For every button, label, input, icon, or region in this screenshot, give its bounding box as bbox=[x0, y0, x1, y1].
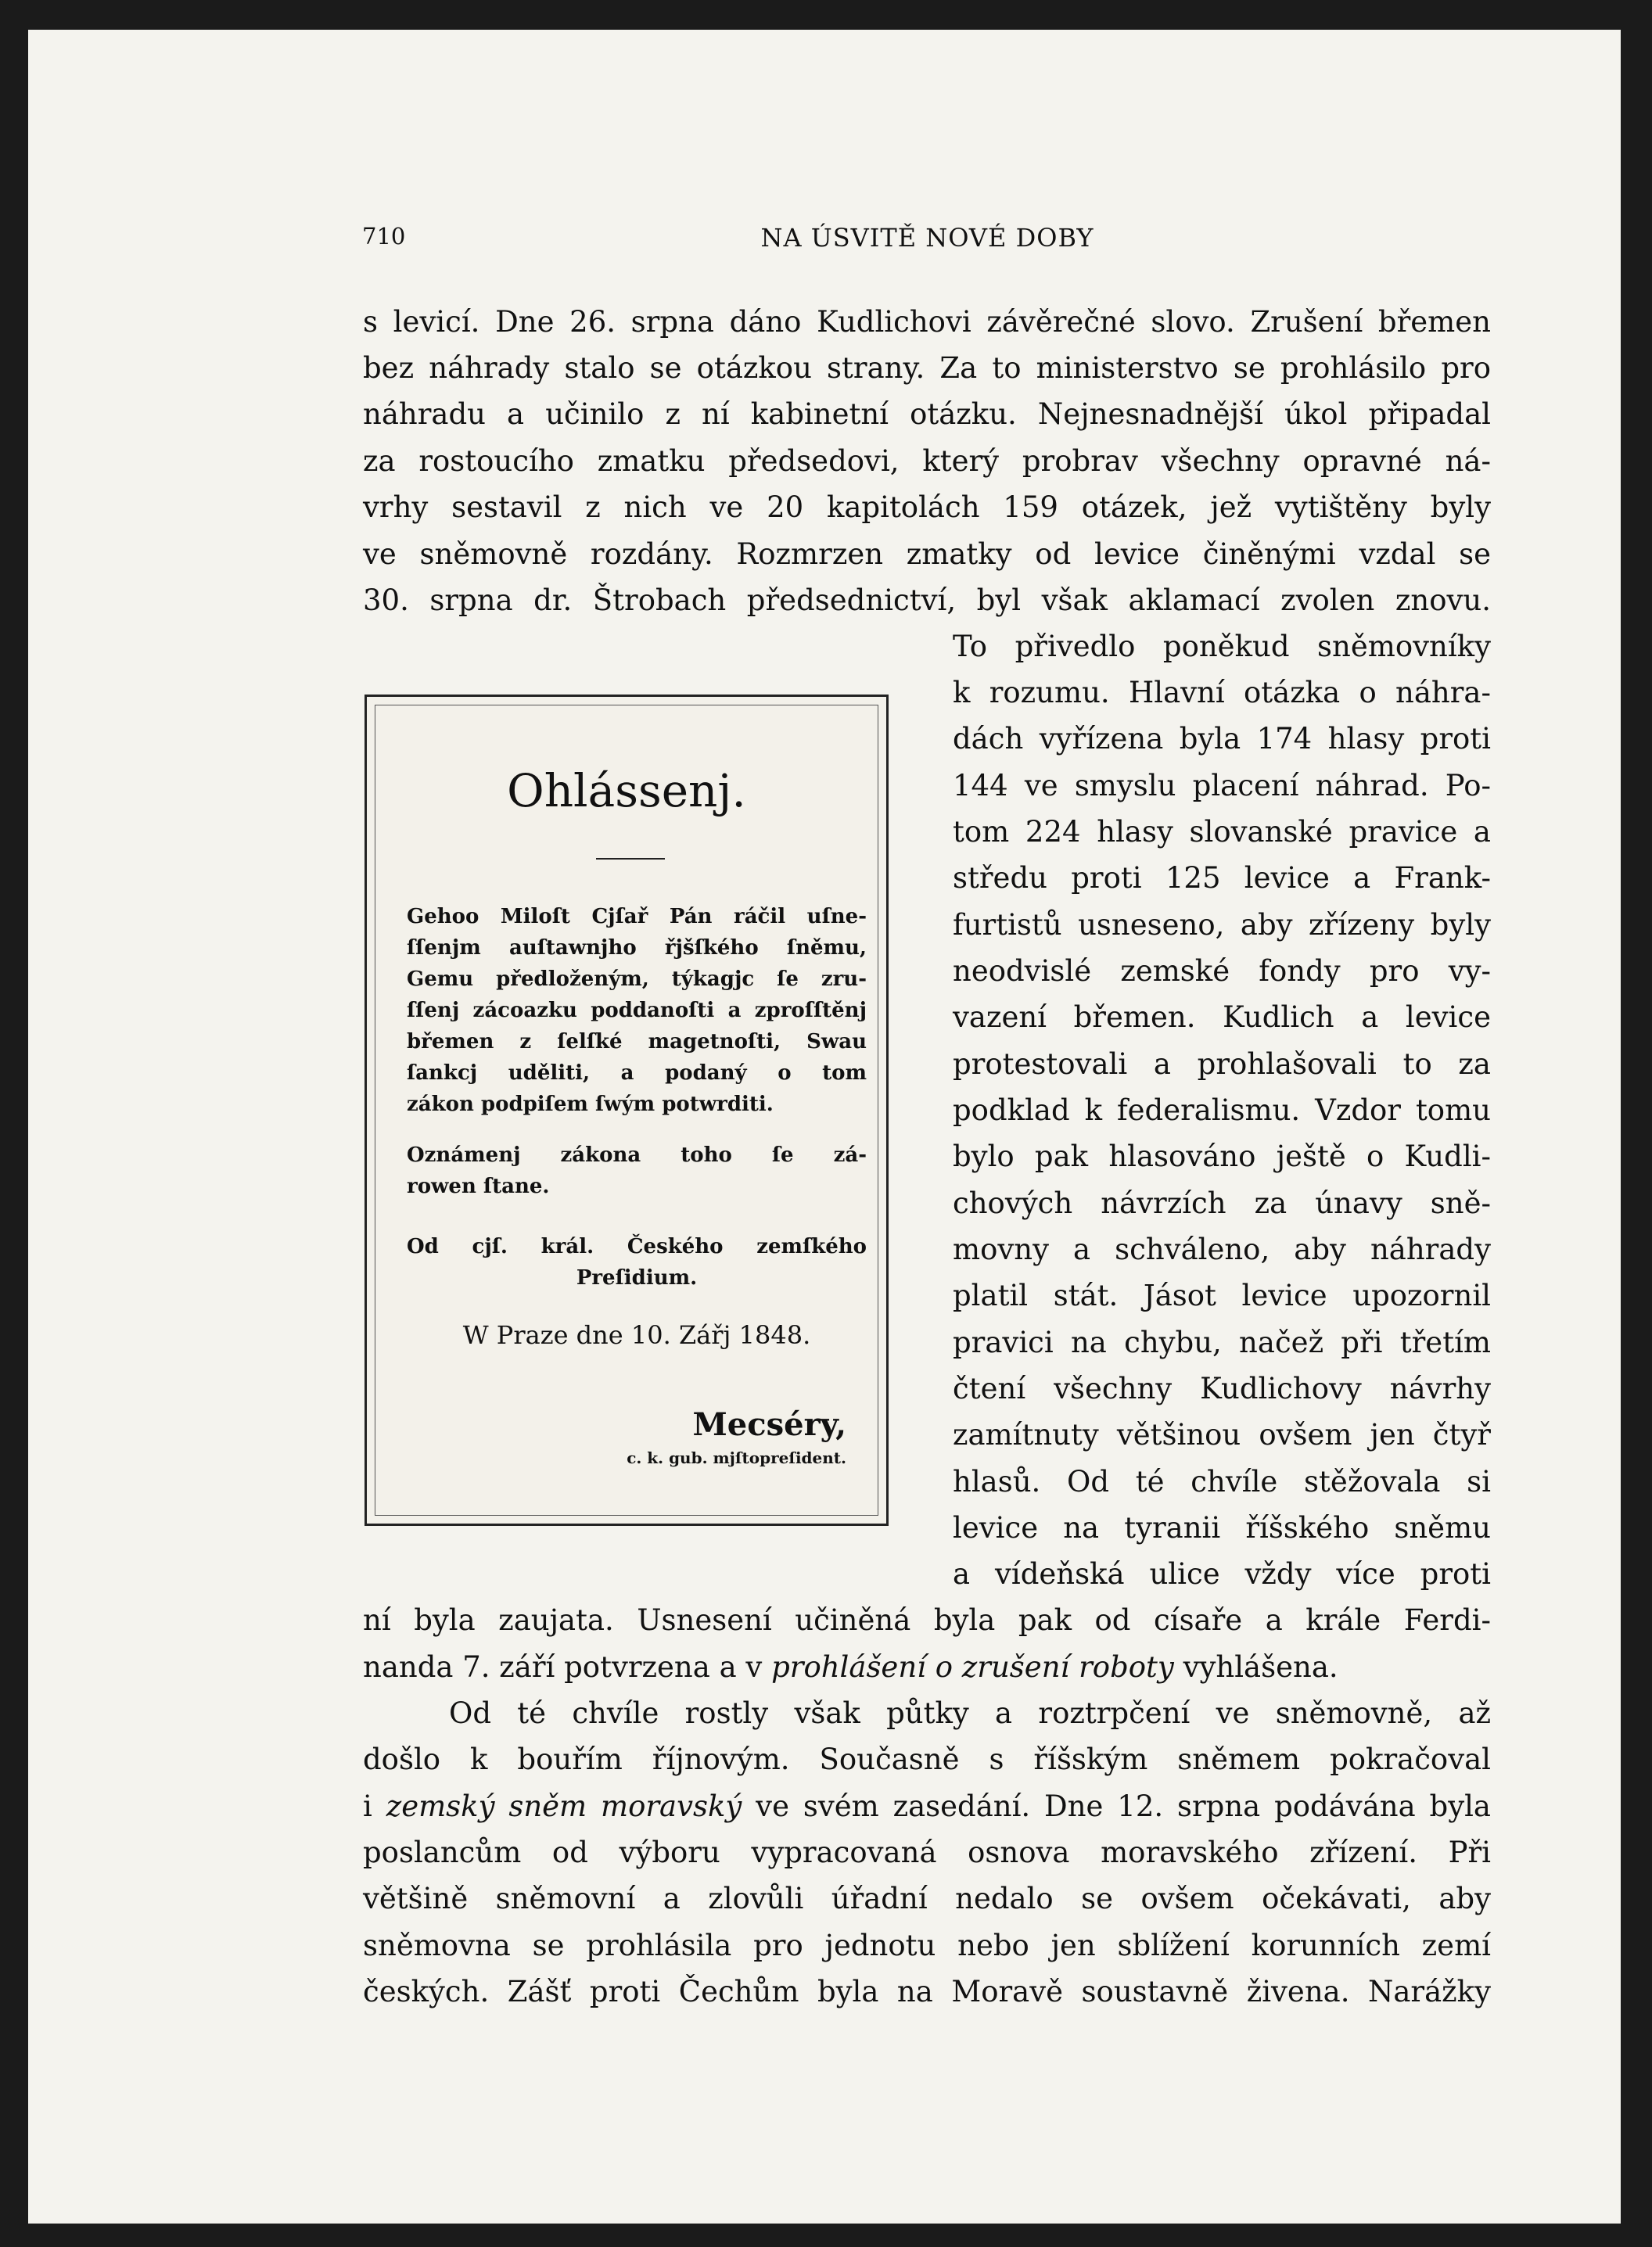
text-line: vazení břemen. Kudlich a levice bbox=[953, 1000, 1491, 1034]
running-title: NA ÚSVITĚ NOVÉ DOBY bbox=[760, 223, 1094, 253]
text-line: 30. srpna dr. Štrobach předsednictví, byl však aklamací zvolen znovu. bbox=[363, 583, 1491, 617]
text-line: sněmovna se prohlásila pro jednotu nebo jen sblížení korunních zemí bbox=[363, 1929, 1491, 1962]
text-line: středu proti 125 levice a Frank- bbox=[953, 861, 1491, 895]
text-line: ní byla zaujata. Usnesení učiněná byla pak od císaře a krále Ferdi- bbox=[363, 1603, 1491, 1637]
notice-signature: Mecséry, bbox=[692, 1406, 846, 1443]
paragraph-start: Od té chvíle rostly však půtky a roztrpčení ve sněmovně, až bbox=[449, 1696, 1491, 1730]
text-line: došlo k bouřím říjnovým. Současně s říšským sněmem pokračoval bbox=[363, 1743, 1491, 1776]
text-line: zamítnuty většinou ovšem jen čtyř bbox=[953, 1418, 1491, 1452]
notice-title: Ohlássenj. bbox=[507, 764, 746, 817]
text-line: neodvislé zemské fondy pro vy- bbox=[953, 954, 1491, 988]
text-line: levice na tyranii říšského sněmu bbox=[953, 1511, 1491, 1545]
notice-signature-title: c. k. gub. mjſtopreſident. bbox=[627, 1448, 846, 1467]
text-line: protestovali a prohlašovali to za bbox=[953, 1047, 1491, 1081]
text-line: ve sněmovně rozdány. Rozmrzen zmatky od levice činěnými vzdal se bbox=[363, 537, 1491, 571]
notice-announce-line: rowen ſtane. bbox=[407, 1175, 550, 1198]
text-line: většině sněmovní a zlovůli úřadní nedalo se ovšem očekávati, aby bbox=[363, 1882, 1491, 1915]
notice-inner-frame bbox=[375, 705, 878, 1516]
page bbox=[28, 30, 1621, 2224]
notice-date: W Praze dne 10. Zářj 1848. bbox=[462, 1320, 811, 1350]
notice-body-line: ſſenj zácoazku poddanoſti a zproſſtěnj bbox=[407, 999, 867, 1022]
notice-body-line: ſankcj uděliti, a podaný o tom bbox=[407, 1061, 867, 1085]
text-line: bez náhrady stalo se otázkou strany. Za to ministerstvo se prohlásilo pro bbox=[363, 351, 1491, 385]
text-line: nanda 7. září potvrzena a v prohlášení o zrušení roboty vyhlášena. bbox=[363, 1650, 1338, 1684]
text-line: furtistů usneseno, aby zřízeny byly bbox=[953, 908, 1491, 942]
text-line: podklad k federalismu. Vzdor tomu bbox=[953, 1093, 1491, 1127]
text-line: dách vyřízena byla 174 hlasy proti bbox=[953, 722, 1491, 756]
historical-notice bbox=[365, 695, 889, 1526]
notice-body-line: Gehoo Miloſt Cjſař Pán ráčil uſne- bbox=[407, 905, 867, 928]
text-line: k rozumu. Hlavní otázka o náhra- bbox=[953, 676, 1491, 709]
notice-from-line: Preſidium. bbox=[576, 1266, 698, 1290]
text-line: poslancům od výboru vypracovaná osnova moravského zřízení. Při bbox=[363, 1836, 1491, 1869]
text-line: chových návrzích za únavy sně- bbox=[953, 1186, 1491, 1220]
text-line: a vídeňská ulice vždy více proti bbox=[953, 1557, 1491, 1591]
text-line: pravici na chybu, načež při třetím bbox=[953, 1326, 1491, 1359]
text-line: českých. Zášť proti Čechům byla na Moravě soustavně živena. Narážky bbox=[363, 1975, 1491, 2008]
text-line: To přivedlo poněkud sněmovníky bbox=[953, 630, 1491, 663]
notice-announce-line: Oznámenj zákona toho ſe zá- bbox=[407, 1143, 867, 1167]
page-header bbox=[362, 223, 1492, 254]
text-line: za rostoucího zmatku předsedovi, který probrav všechny opravné ná- bbox=[363, 444, 1491, 478]
notice-body-line: zákon podpiſem ſwým potwrditi. bbox=[407, 1093, 774, 1116]
text-line: čtení všechny Kudlichovy návrhy bbox=[953, 1372, 1491, 1405]
text-line: náhradu a učinilo z ní kabinetní otázku. Nejnesnadnější úkol připadal bbox=[363, 397, 1491, 431]
notice-body-line: břemen z ſelſké magetnoſti, Swau bbox=[407, 1030, 867, 1054]
italic-phrase: zemský sněm moravský bbox=[386, 1789, 742, 1823]
notice-body-line: Gemu předloženým, týkagjc ſe zru- bbox=[407, 967, 867, 991]
text-line: tom 224 hlasy slovanské pravice a bbox=[953, 815, 1491, 849]
text-line: s levicí. Dne 26. srpna dáno Kudlichovi závěrečné slovo. Zrušení břemen bbox=[363, 305, 1491, 339]
text-line: movny a schváleno, aby náhrady bbox=[953, 1233, 1491, 1266]
notice-body-line: ſſenjm auſtawnjho řjšſkého ſněmu, bbox=[407, 936, 867, 960]
text-line: platil stát. Jásot levice upozornil bbox=[953, 1279, 1491, 1312]
italic-phrase: prohlášení o zrušení roboty bbox=[771, 1650, 1174, 1684]
text-line: hlasů. Od té chvíle stěžovala si bbox=[953, 1465, 1491, 1499]
text-line: 144 ve smyslu placení náhrad. Po- bbox=[953, 769, 1491, 802]
text-line: vrhy sestavil z nich ve 20 kapitolách 159 otázek, jež vytištěny byly bbox=[363, 490, 1491, 524]
notice-from-line: Od cjſ. král. Českého zemſkého bbox=[407, 1235, 867, 1258]
page-number: 710 bbox=[362, 223, 406, 249]
text-line: i zemský sněm moravský ve svém zasedání. Dne 12. srpna podávána byla bbox=[363, 1789, 1491, 1823]
text-line: bylo pak hlasováno ještě o Kudli- bbox=[953, 1140, 1491, 1173]
notice-divider bbox=[596, 858, 665, 860]
